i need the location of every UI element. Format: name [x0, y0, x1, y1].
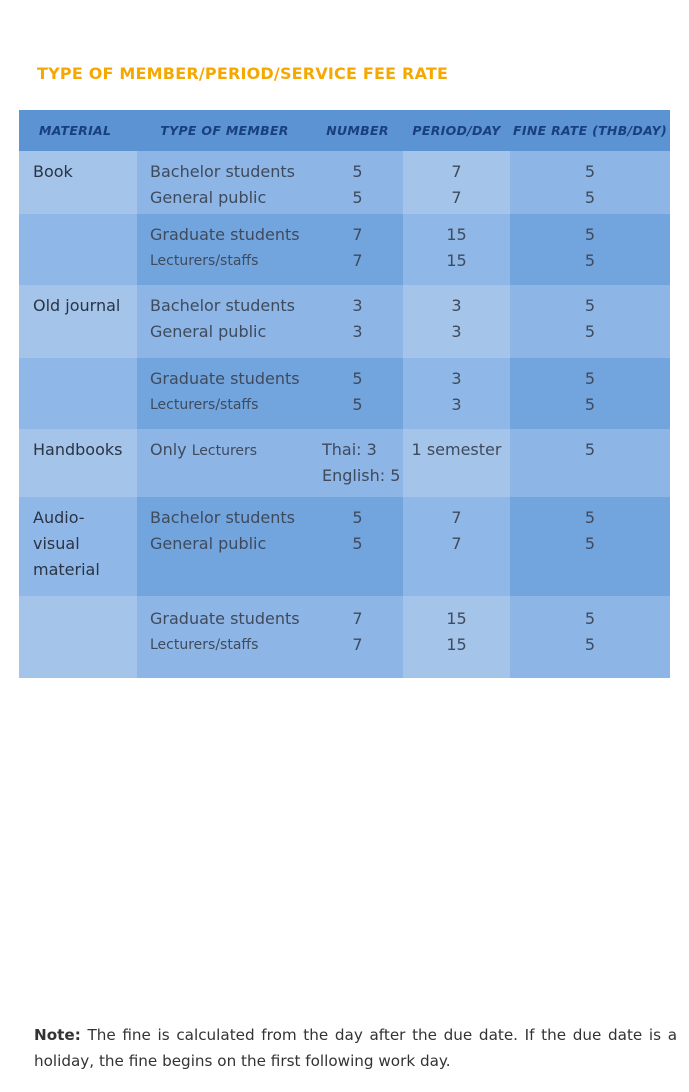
period-value: 7 — [451, 188, 462, 207]
period-value: 15 — [446, 635, 467, 654]
period-value: 7 — [451, 162, 462, 181]
fine-cell — [510, 151, 670, 214]
member-type: Bachelor students — [150, 162, 295, 181]
page-title: TYPE OF MEMBER/PERIOD/SERVICE FEE RATE — [37, 64, 449, 83]
number-value: 3 — [352, 322, 363, 341]
fee-rate-table — [19, 110, 670, 678]
fine-value: 5 — [584, 440, 596, 459]
number-cell — [312, 429, 403, 497]
fine-value: 5 — [584, 296, 596, 315]
period-cell — [403, 358, 510, 429]
material-cell: Old journal — [19, 285, 137, 358]
fine-cell — [510, 285, 670, 358]
table-row — [19, 358, 670, 429]
member-cell — [137, 214, 312, 285]
member-cell — [137, 596, 312, 678]
material-cell: Book — [19, 151, 137, 214]
period-value: 15 — [446, 609, 467, 628]
member-type: Lecturers — [191, 443, 258, 459]
member-type: Lecturers/staffs — [150, 637, 259, 653]
period-cell — [403, 285, 510, 358]
period-value: 15 — [446, 225, 467, 244]
member-type: Bachelor students — [150, 296, 295, 315]
table-row — [19, 285, 670, 358]
number-value: 5 — [352, 162, 363, 181]
member-type: Lecturers/staffs — [150, 253, 259, 269]
period-value: 3 — [451, 322, 462, 341]
member-type-prefix: Only — [150, 440, 187, 459]
material-cell — [19, 214, 137, 285]
fine-cell — [510, 429, 670, 497]
period-value: 7 — [451, 508, 462, 527]
number-value: 7 — [352, 225, 363, 244]
fine-value: 5 — [584, 534, 596, 553]
member-type: Graduate students — [150, 225, 300, 244]
fine-value: 5 — [584, 369, 596, 388]
number-cell — [312, 285, 403, 358]
number-value: 5 — [352, 188, 363, 207]
member-type: General public — [150, 322, 267, 341]
number-cell — [312, 151, 403, 214]
table-row — [19, 214, 670, 285]
fine-value: 5 — [584, 609, 596, 628]
fine-value: 5 — [584, 188, 596, 207]
number-cell — [312, 358, 403, 429]
member-type: Graduate students — [150, 609, 300, 628]
fine-cell — [510, 358, 670, 429]
member-cell — [137, 151, 312, 214]
member-type: Bachelor students — [150, 508, 295, 527]
period-value: 3 — [451, 296, 462, 315]
table-row — [19, 429, 670, 497]
fine-cell — [510, 214, 670, 285]
number-value: 5 — [352, 534, 363, 553]
material-line: material — [33, 560, 100, 579]
member-cell — [137, 497, 312, 596]
number-value: 5 — [352, 395, 363, 414]
fine-value: 5 — [584, 251, 596, 270]
column-header-type-of-member: TYPE OF MEMBER — [137, 110, 312, 151]
period-cell — [403, 429, 510, 497]
member-cell — [137, 285, 312, 358]
table-header-row — [19, 110, 670, 151]
number-value: Thai: 3 — [322, 440, 377, 459]
fine-value: 5 — [584, 162, 596, 181]
number-cell — [312, 214, 403, 285]
member-type: General public — [150, 188, 267, 207]
fine-value: 5 — [584, 508, 596, 527]
table-row — [19, 497, 670, 596]
member-type: Graduate students — [150, 369, 300, 388]
number-cell — [312, 497, 403, 596]
column-header-material: MATERIAL — [19, 110, 137, 151]
period-cell — [403, 497, 510, 596]
number-value: 7 — [352, 635, 363, 654]
table-row — [19, 596, 670, 678]
fine-cell — [510, 497, 670, 596]
period-value: 15 — [446, 251, 467, 270]
material-line: Audio- — [33, 508, 85, 527]
material-cell — [19, 358, 137, 429]
number-value: 7 — [352, 251, 363, 270]
number-value: 7 — [352, 609, 363, 628]
footnote — [34, 1022, 677, 1074]
period-value: 7 — [451, 534, 462, 553]
fine-value: 5 — [584, 395, 596, 414]
member-cell — [137, 429, 312, 497]
period-value: 3 — [451, 395, 462, 414]
fine-cell — [510, 596, 670, 678]
material-cell — [19, 497, 137, 596]
column-header-number: NUMBER — [312, 110, 403, 151]
table-row — [19, 151, 670, 214]
fine-value: 5 — [584, 322, 596, 341]
number-value: 5 — [352, 369, 363, 388]
period-cell — [403, 151, 510, 214]
period-value: 3 — [451, 369, 462, 388]
member-type: General public — [150, 534, 267, 553]
material-line: visual — [33, 534, 80, 553]
fine-value: 5 — [584, 635, 596, 654]
number-value: 3 — [352, 296, 363, 315]
number-cell — [312, 596, 403, 678]
period-cell — [403, 214, 510, 285]
period-value: 1 semester — [411, 440, 502, 459]
period-cell — [403, 596, 510, 678]
material-cell — [19, 596, 137, 678]
fine-value: 5 — [584, 225, 596, 244]
member-type: Lecturers/staffs — [150, 397, 259, 413]
member-cell — [137, 358, 312, 429]
number-value: 5 — [352, 508, 363, 527]
column-header-period: PERIOD/DAY — [403, 110, 510, 151]
note-label: Note: — [34, 1026, 81, 1044]
number-value: English: 5 — [322, 466, 401, 485]
column-header-fine-rate: FINE RATE (THB/DAY) — [510, 110, 670, 151]
material-cell: Handbooks — [19, 429, 137, 497]
note-text: The fine is calculated from the day after the due date. If the due date is a holiday, the fine begins on the first following work day. — [34, 1026, 677, 1070]
